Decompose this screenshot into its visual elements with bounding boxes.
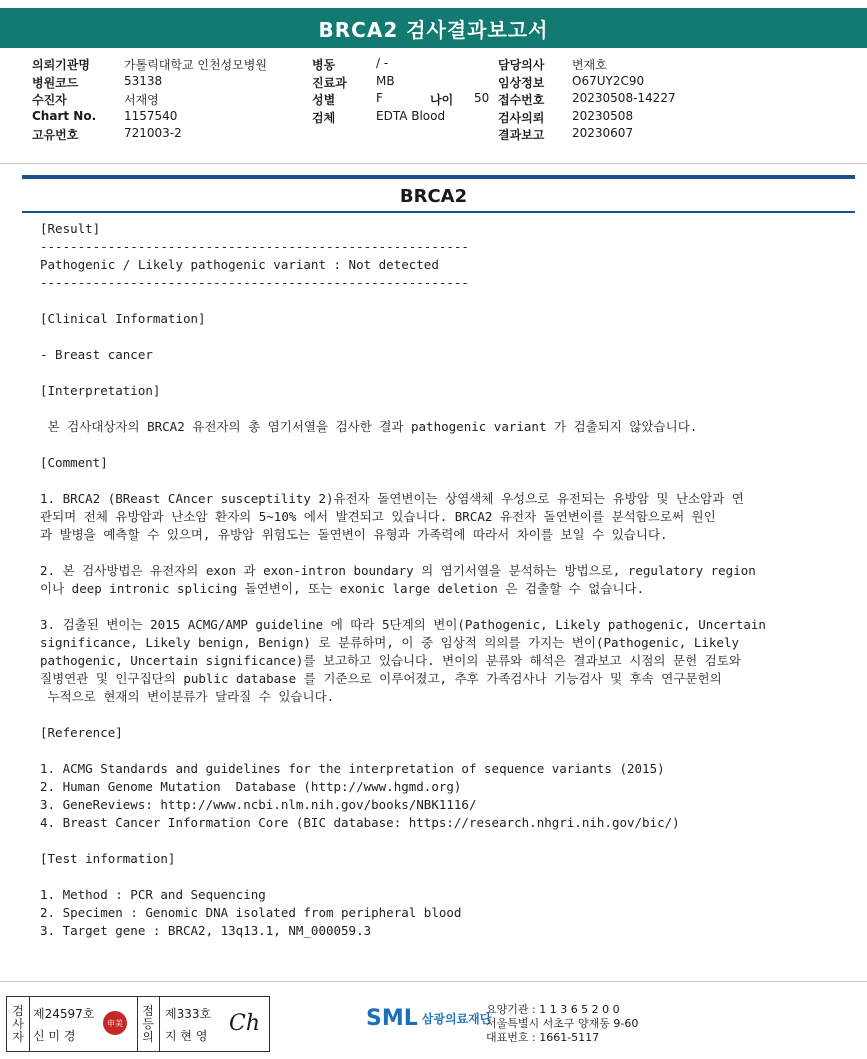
patient-info-col1 [32, 56, 267, 144]
info-key: 접수번호 [498, 93, 545, 107]
info-row [498, 56, 676, 74]
body-line [40, 742, 840, 760]
org-logo-name: 삼광의료재단 [421, 1012, 492, 1026]
body-line: Pathogenic / Likely pathogenic variant : Not detected [40, 257, 439, 272]
info-value: / - [376, 56, 389, 70]
body-line [40, 436, 840, 454]
body-line [40, 868, 840, 886]
info-value: 53138 [124, 73, 163, 88]
body-line [40, 832, 840, 850]
inspector-label-cell [7, 997, 30, 1051]
info-key: 병동 [312, 58, 336, 72]
org-address: 서울특별시 서초구 양재동 9-60 [486, 1017, 639, 1030]
body-line: 질병연관 및 인구집단의 public database 를 기준으로 이루어졌고, 추후 가족검사나 기능검사 및 후속 연구문헌의 [40, 671, 722, 686]
info-value: 20230508 [572, 108, 634, 123]
body-line: [Result] [40, 221, 101, 236]
body-line [40, 706, 840, 724]
body-line: significance, Likely benign, Benign) 로 분류하며, 이 중 임상적 의의를 가지는 변이(Pathogenic, Likely [40, 635, 739, 650]
info-row [312, 56, 489, 74]
body-line: [Clinical Information] [40, 311, 206, 326]
body-line: 2. Human Genome Mutation Database (http://www.hgmd.org) [40, 779, 462, 794]
body-line: --------------------------------------------------------- [40, 275, 469, 290]
body-line: 누적으로 현재의 변이분류가 달라질 수 있습니다. [40, 689, 335, 704]
body-line [40, 292, 840, 310]
org-logo [366, 1006, 491, 1031]
body-line: [Reference] [40, 725, 123, 740]
info-value: 721003-2 [124, 126, 182, 140]
body-line: pathogenic, Uncertain significance)를 보고하고 있습니다. 변이의 분류와 해석은 결과보고 시점의 문헌 검토와 [40, 653, 741, 668]
body-line [40, 544, 840, 562]
org-contact [486, 1003, 638, 1045]
body-line: 1. Method : PCR and Sequencing [40, 887, 266, 902]
inspector-seal: 申美 [103, 1011, 127, 1035]
header-divider [0, 163, 867, 164]
report-body [40, 220, 840, 940]
info-value: 서재영 [124, 93, 159, 107]
info-row [498, 109, 676, 127]
body-line: --------------------------------------------------------- [40, 239, 469, 254]
verifier-label-cell [137, 997, 160, 1051]
age-key: 나이 [430, 93, 454, 107]
verifier-name: 지 현 영 [165, 1029, 208, 1043]
info-value: MB [376, 73, 395, 88]
body-line: 3. Target gene : BRCA2, 13q13.1, NM_000059.3 [40, 923, 372, 938]
info-key: 검체 [312, 110, 336, 125]
body-line [40, 400, 840, 418]
report-title: BRCA2 검사결과보고서 [0, 8, 867, 48]
body-line: [Comment] [40, 455, 108, 470]
verifier-label: 점 등 의 [142, 1003, 154, 1044]
info-value: O67UY2C90 [572, 73, 645, 88]
body-line: 2. Specimen : Genomic DNA isolated from peripheral blood [40, 905, 462, 920]
footer-divider [0, 981, 867, 982]
info-row [312, 91, 489, 109]
org-phone: 대표번호 : 1661-5117 [486, 1031, 600, 1044]
body-line: [Test information] [40, 851, 176, 866]
body-line [40, 472, 840, 490]
info-row [32, 126, 267, 144]
info-row [32, 74, 267, 92]
info-row [498, 74, 676, 92]
age-value: 50 [474, 91, 490, 105]
info-row [312, 109, 489, 127]
info-row [32, 109, 267, 127]
body-line: 4. Breast Cancer Information Core (BIC database: https://research.nhgri.nih.gov/bic/) [40, 815, 680, 830]
body-line [40, 328, 840, 346]
info-row [498, 126, 676, 144]
body-line: 이나 deep intronic splicing 돌연변이, 또는 exonic large deletion 은 검출할 수 없습니다. [40, 581, 645, 596]
info-key: 진료과 [312, 75, 347, 90]
info-row [312, 74, 489, 92]
info-value: 변재호 [572, 58, 607, 72]
patient-info-col3 [498, 56, 676, 144]
info-key: 검사의뢰 [498, 110, 545, 125]
info-key: 임상정보 [498, 75, 545, 90]
info-row [498, 91, 676, 109]
body-line: 본 검사대상자의 BRCA2 유전자의 총 염기서열을 검사한 결과 pathogenic variant 가 검출되지 않았습니다. [40, 419, 698, 434]
body-line: [Interpretation] [40, 383, 161, 398]
section-rule-bottom [22, 211, 855, 213]
body-line: 관되며 전체 유방암과 난소암 환자의 5~10% 에서 발견되고 있습니다. BRCA2 유전자 돌연변이를 분석함으로써 원인 [40, 509, 716, 524]
body-line [40, 598, 840, 616]
signature-box [6, 996, 270, 1052]
inspector-label: 검 사 자 [12, 1003, 24, 1044]
body-line: 3. 검출된 변이는 2015 ACMG/AMP guideline 에 따라 5단계의 변이(Pathogenic, Likely pathogenic, Uncertain [40, 617, 766, 632]
info-key: 고유번호 [32, 128, 79, 142]
info-key: 담당의사 [498, 58, 545, 72]
body-line: 1. BRCA2 (BReast CAncer susceptility 2)유전자 돌연변이는 상염색체 우성으로 유전되는 유방암 및 난소암과 연 [40, 491, 744, 506]
info-value: EDTA Blood [376, 108, 446, 123]
info-key: Chart No. [32, 108, 97, 123]
info-key: 수진자 [32, 93, 67, 107]
info-value: 20230607 [572, 126, 634, 140]
body-line: 2. 본 검사방법은 유전자의 exon 과 exon-intron boundary 의 염기서열을 분석하는 방법으로, regulatory region [40, 563, 756, 578]
section-title: BRCA2 [399, 186, 468, 207]
info-value: 20230508-14227 [572, 91, 676, 105]
inspector-no: 제24597호 [33, 1007, 95, 1021]
verifier-no: 제333호 [165, 1007, 212, 1021]
patient-info-col2 [312, 56, 489, 126]
info-key: 성별 [312, 93, 336, 107]
org-code: 요양기관 : 1 1 3 6 5 2 0 0 [486, 1003, 620, 1016]
info-key: 의뢰기관명 [32, 58, 90, 72]
section-rule-top [22, 175, 855, 179]
info-key: 결과보고 [498, 128, 545, 142]
info-row [32, 91, 267, 109]
body-line: 과 발병을 예측할 수 있으며, 유방암 위험도는 돌연변이 유형과 가족력에 따라서 차이를 보일 수 있습니다. [40, 527, 668, 542]
body-line: - Breast cancer [40, 347, 153, 362]
body-line: 3. GeneReviews: http://www.ncbi.nlm.nih.gov/books/NBK1116/ [40, 797, 477, 812]
verifier-signature: Ch [229, 1011, 261, 1036]
body-line: 1. ACMG Standards and guidelines for the interpretation of sequence variants (2015) [40, 761, 665, 776]
info-value: 1157540 [124, 108, 178, 123]
info-value: F [376, 91, 383, 105]
inspector-cell [29, 997, 138, 1051]
info-row [32, 56, 267, 74]
org-logo-mark: SML [366, 1006, 418, 1031]
info-value: 가톨릭대학교 인천성모병원 [124, 58, 267, 72]
body-line [40, 364, 840, 382]
info-key: 병원코드 [32, 75, 79, 90]
inspector-name: 신 미 경 [33, 1029, 76, 1043]
verifier-cell [159, 997, 269, 1051]
